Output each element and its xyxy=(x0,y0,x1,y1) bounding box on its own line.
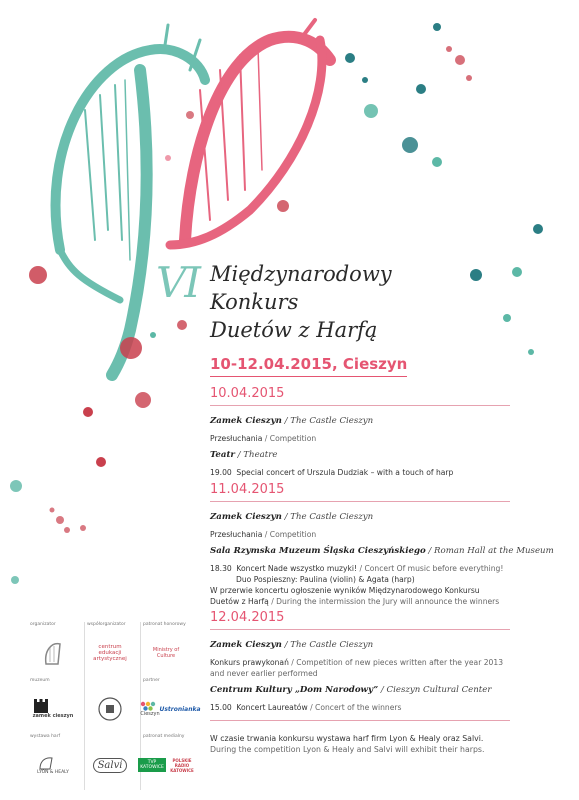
venue-heading: Zamek Cieszyn / The Castle Cieszyn xyxy=(210,416,374,426)
event-line: Przesłuchania / Competition xyxy=(210,434,317,443)
lyon-healy-logo: LYON & HEALY xyxy=(32,746,74,784)
event-line: 18.30 Koncert Nade wszystko muzyki! / Concert Of music before everything! xyxy=(210,564,504,573)
day-section-1 xyxy=(210,386,510,484)
exhibition-notice xyxy=(210,720,510,755)
event-dates: 10-12.04.2015, Cieszyn xyxy=(210,355,407,377)
organizer-logo xyxy=(32,634,74,672)
venue-heading: Teatr / Theatre xyxy=(210,450,278,460)
logo-row-1: organizator współorganizator centrum edukacji artystycznej patronat honorowy Ministry of Culture xyxy=(28,622,198,678)
museum-seal-logo xyxy=(89,690,131,728)
polskie-radio-logo: POLSKIE RADIO KATOWICE xyxy=(170,757,194,773)
notice-pl: W czasie trwania konkursu wystawa harf firm Lyon & Healy oraz Salvi. xyxy=(210,734,484,743)
day-section-3 xyxy=(210,610,510,719)
day-section-2 xyxy=(210,482,554,613)
title-line-2: Konkurs xyxy=(210,290,299,314)
results-line: W przerwie koncertu ogłoszenie wyników Międzynarodowego Konkursu Duetów z Harfą / During the intermission the Jury will announce the winners xyxy=(210,586,500,606)
notice-en: During the competition Lyon & Healy and Salvi will exhibit their harps. xyxy=(210,745,485,754)
day-date: 11.04.2015 xyxy=(210,482,510,502)
venue-heading: Centrum Kultury „Dom Narodowy” / Cieszyn Cultural Center xyxy=(210,685,492,695)
centrum-edukacji-logo: centrum edukacji artystycznej xyxy=(93,644,127,662)
event-line: 19.00 Special concert of Urszula Dudziak – with a touch of harp xyxy=(210,468,454,477)
venue-heading: Sala Rzymska Muzeum Śląska Cieszyńskiego / Roman Hall at the Museum xyxy=(210,546,554,556)
tvp-katowice-logo: TVP KATOWICE xyxy=(140,760,164,770)
logo-row-3: wystawa harf LYON & HEALY Salvi patronat medialny TVP KATOWICE POLSKIE RADIO KATOWICE xyxy=(28,734,198,790)
zamek-cieszyn-logo: zamek cieszyn xyxy=(32,690,74,728)
day-date: 12.04.2015 xyxy=(210,610,510,630)
ustronianka-logo: Ustronianka xyxy=(159,705,201,713)
event-line: Konkurs prawykonań / Competition of new pieces written after the year 2013 and never earlier performed xyxy=(210,658,504,678)
cieszyn-city-logo: Cieszyn xyxy=(137,690,163,728)
venue-heading: Zamek Cieszyn / The Castle Cieszyn xyxy=(210,640,374,650)
title-line-1: Międzynarodowy xyxy=(210,262,392,286)
ministry-culture-logo: Ministry of Culture xyxy=(152,647,180,659)
venue-heading: Zamek Cieszyn / The Castle Cieszyn xyxy=(210,512,374,522)
event-line: Przesłuchania / Competition xyxy=(210,530,317,539)
salvi-logo: Salvi xyxy=(89,746,131,784)
day-date: 10.04.2015 xyxy=(210,386,510,406)
edition-roman-numeral: VI xyxy=(156,258,199,307)
logo-row-2: muzeum zamek cieszyn partner Cieszyn Ustronianka xyxy=(28,678,198,734)
event-line: 15.00 Koncert Laureatów / Concert of the winners xyxy=(210,703,402,712)
performers-line: Duo Pospieszny: Paulina (violin) & Agata (harp) xyxy=(236,575,415,584)
title-line-3: Duetów z Harfą xyxy=(210,318,378,342)
